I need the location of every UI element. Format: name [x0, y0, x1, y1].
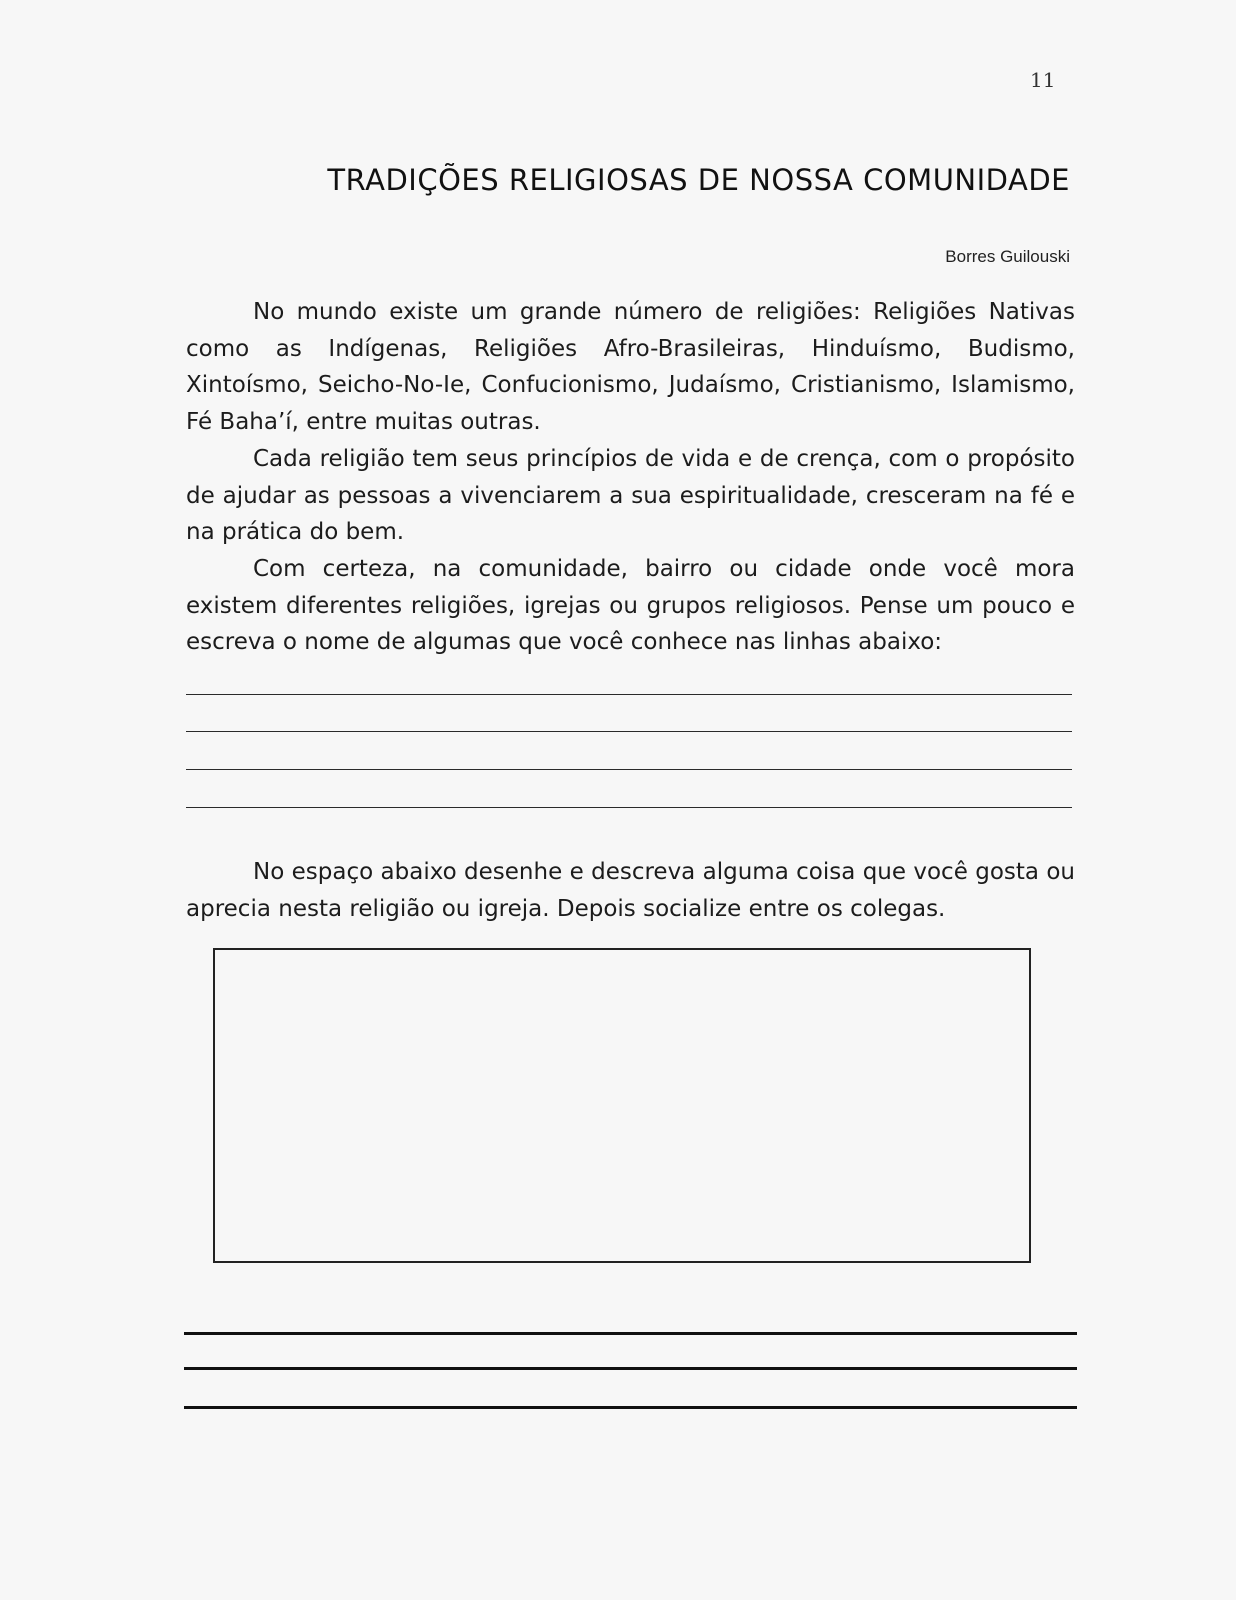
description-line[interactable] — [184, 1367, 1077, 1370]
description-line[interactable] — [184, 1406, 1077, 1409]
description-line[interactable] — [184, 1332, 1077, 1335]
page-number: 11 — [1030, 68, 1056, 92]
drawing-instruction — [186, 854, 1075, 927]
page-title: TRADIÇÕES RELIGIOSAS DE NOSSA COMUNIDADE — [327, 163, 1070, 197]
paragraph-religions: No mundo existe um grande número de religiões: Religiões Nativas como as Indígenas, Religiões Afro-Brasileiras, Hinduísmo, Budismo, Xintoísmo, Seicho-No-Ie, Confucionismo, Judaísmo, Cristianismo, Islamismo, Fé Baha’í, entre muitas outras. — [186, 299, 1075, 436]
answer-line[interactable] — [186, 731, 1072, 732]
answer-line[interactable] — [186, 769, 1072, 770]
answer-line[interactable] — [186, 694, 1072, 695]
instruction-paragraph: No espaço abaixo desenhe e descreva alguma coisa que você gosta ou aprecia nesta religião ou igreja. Depois socialize entre os colegas. — [186, 859, 1075, 922]
body-text — [186, 294, 1075, 661]
author-name: Borres Guilouski — [945, 247, 1070, 266]
answer-line[interactable] — [186, 807, 1072, 808]
paragraph-community: Com certeza, na comunidade, bairro ou cidade onde você mora existem diferentes religiões, igrejas ou grupos religiosos. Pense um pouco e escreva o nome de algumas que você conhece nas linhas abaixo: — [186, 555, 1075, 656]
drawing-box[interactable] — [213, 948, 1031, 1263]
paragraph-principles: Cada religião tem seus princípios de vida e de crença, com o propósito de ajudar as pessoas a vivenciarem a sua espiritualidade, cresceram na fé e na prática do bem. — [186, 445, 1075, 546]
